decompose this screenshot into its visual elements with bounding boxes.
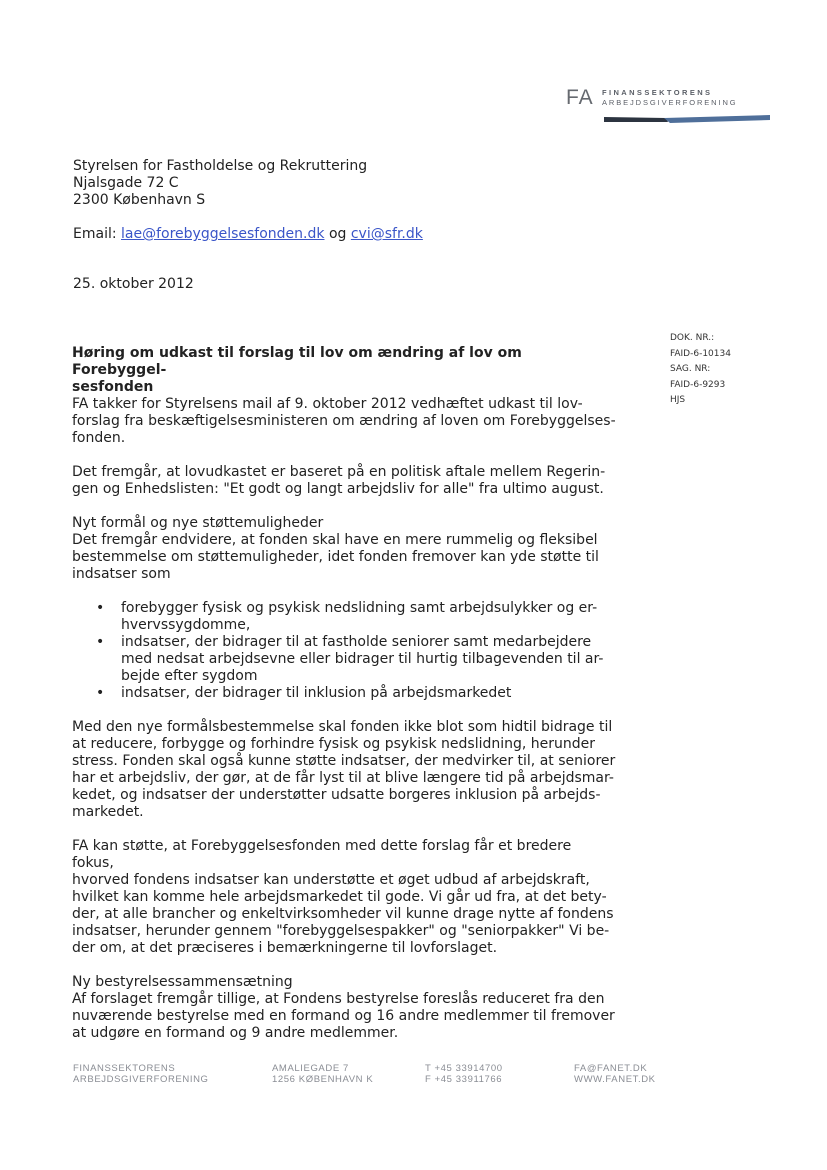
recipient-city: 2300 København S — [73, 192, 206, 208]
footer-contact — [574, 1063, 656, 1085]
email-link-1[interactable]: lae@forebyggelsesfonden.dk — [121, 226, 325, 242]
recipient-address — [73, 158, 367, 209]
logo-mark: FA — [566, 86, 594, 109]
subject-heading — [72, 345, 617, 396]
subject-line-2: sesfonden — [72, 379, 154, 395]
logo-text-line1: FINANSSEKTORENS — [602, 88, 713, 97]
subheading-2: Ny bestyrelsessammensætning — [72, 974, 293, 990]
recipient-street: Njalsgade 72 C — [73, 175, 179, 191]
logo-stripe-blue — [664, 115, 770, 123]
letter-body — [72, 345, 617, 1042]
recipient-name: Styrelsen for Fastholdelse og Rekruttering — [73, 158, 368, 174]
logo-stripe — [604, 114, 772, 126]
footer-address: AMALIEGADE 7 1256 KØBENHAVN K — [272, 1063, 374, 1085]
paragraph-5: FA kan støtte, at Forebyggelsesfonden med dette forslag får et bredere fokus, hvorved fondens indsatser kan understøtte et øget udbud af arbejdskraft, hvilket kan komme hele arbejdsmarkedet til gode. Vi går ud fra, at det bety- der, at alle brancher og enkeltvirksomheder vil kunne drage nytte af fondens indsatser, herunder gennem "forebyggelsespakker" og "seniorpakker" Vi be- der om, at det præciseres i bemærkningerne til lovforslaget. — [72, 838, 614, 956]
footer-email[interactable]: FA@FANET.DK — [574, 1063, 648, 1074]
list-item: • indsatser, der bidrager til at fastholde seniorer samt medarbejdere med nedsat arbejdsevne eller bidrager til hurtig tilbagevenden til ar- bejde efter sygdom — [96, 634, 604, 684]
footer-organization: FINANSSEKTORENS ARBEJDSGIVERFORENING — [73, 1063, 209, 1085]
paragraph-2: Det fremgår, at lovudkastet er baseret på en politisk aftale mellem Regerin- gen og Enhedslisten: "Et godt og langt arbejdsliv for alle" fra ultimo august. — [72, 464, 606, 497]
logo-text-line2: ARBEJDSGIVERFORENING — [602, 98, 738, 107]
bullet-list — [72, 600, 617, 702]
logo-stripe-dark — [604, 117, 668, 122]
paragraph-1: FA takker for Styrelsens mail af 9. oktober 2012 vedhæftet udkast til lov- forslag fra beskæftigelsesministeren om ændring af loven om Forebyggelses- fonden. — [72, 396, 616, 446]
dok-label: DOK. NR.: — [670, 333, 715, 343]
email-line — [73, 226, 423, 243]
sag-value: FAID-6-9293 — [670, 379, 726, 390]
subheading-1: Nyt formål og nye støttemuligheder — [72, 515, 324, 531]
initials: HJS — [670, 395, 686, 405]
email-connector: og — [328, 226, 347, 242]
bullet-icon: • — [96, 685, 105, 701]
email-label: Email: — [73, 226, 117, 242]
paragraph-3: Det fremgår endvidere, at fonden skal have en mere rummelig og fleksibel bestemmelse om støttemuligheder, idet fonden fremover kan yde støtte til indsatser som — [72, 532, 599, 582]
paragraph-6: Af forslaget fremgår tillige, at Fondens bestyrelse foreslås reduceret fra den nuværende bestyrelse med en formand og 16 andre medlemmer til fremover at udgøre en formand og 9 andre medlemmer. — [72, 991, 615, 1041]
list-item: • forebygger fysisk og psykisk nedslidning samt arbejdsulykker og er- hvervssygdomme, — [96, 600, 598, 633]
bullet-icon: • — [96, 600, 105, 616]
sag-label: SAG. NR: — [670, 364, 711, 374]
email-link-2[interactable]: cvi@sfr.dk — [350, 226, 423, 242]
subject-line-1: Høring om udkast til forslag til lov om ændring af lov om Forebyggel- — [72, 345, 522, 378]
dok-value: FAID-6-10134 — [670, 348, 731, 359]
document-references — [670, 331, 731, 409]
letter-date: 25. oktober 2012 — [73, 276, 194, 292]
list-item: • indsatser, der bidrager til inklusion på arbejdsmarkedet — [96, 685, 512, 701]
footer-web[interactable]: WWW.FANET.DK — [574, 1074, 656, 1085]
footer-phone: T +45 33914700 F +45 33911766 — [425, 1063, 503, 1085]
bullet-icon: • — [96, 634, 105, 650]
paragraph-4: Med den nye formålsbestemmelse skal fonden ikke blot som hidtil bidrage til at reducere, forbygge og forhindre fysisk og psykisk nedslidning, herunder stress. Fonden skal også kunne støtte indsatser, der medvirker til, at seniorer har et arbejdsliv, der gør, at de får lyst til at blive længere tid på arbejdsmar- kedet, og indsatser der understøtter udsatte borgeres inklusion på arbejds- markedet. — [72, 719, 616, 820]
